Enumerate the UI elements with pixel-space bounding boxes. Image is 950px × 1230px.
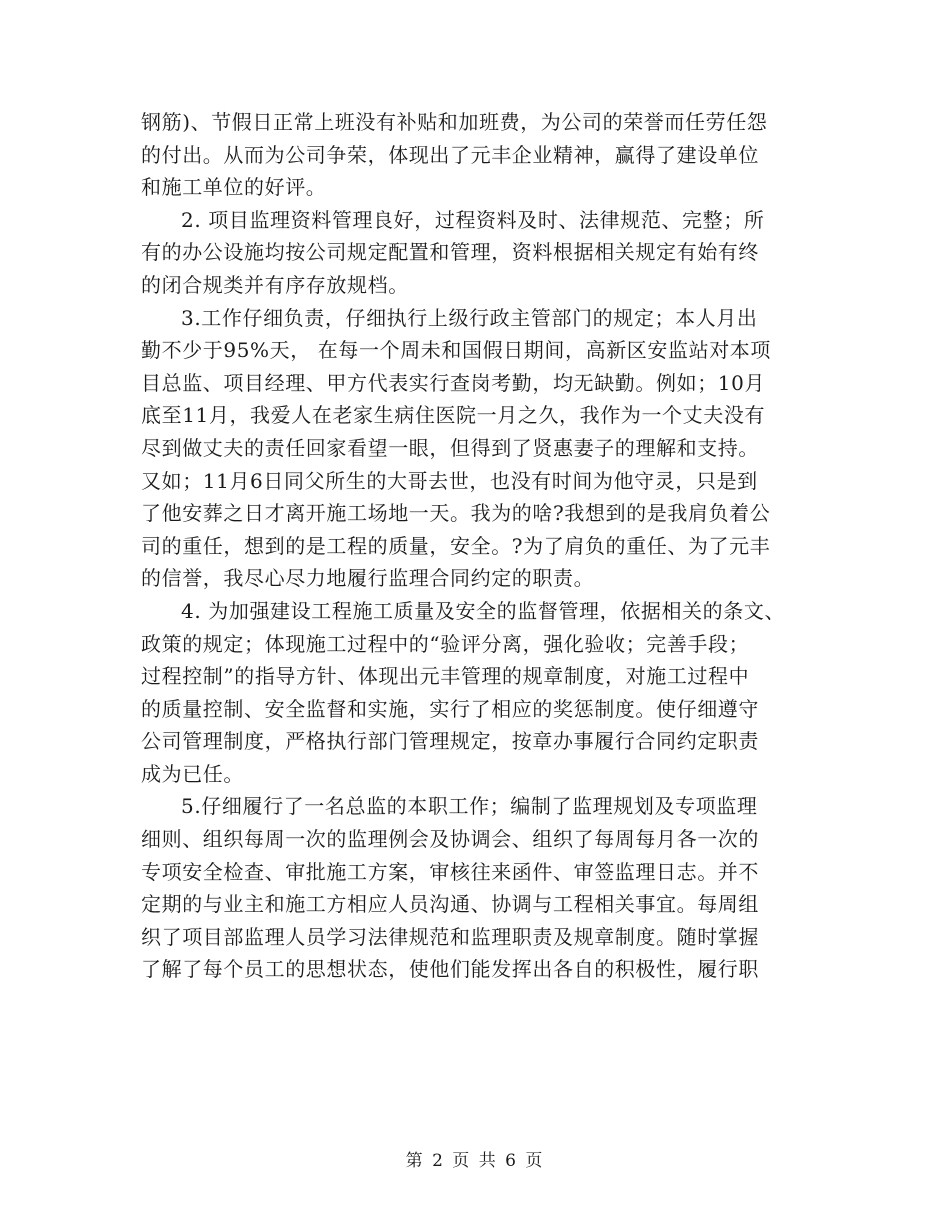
- text-line: 专项安全检查、审批施工方案，审核往来函件、审签监理日志。并不: [141, 859, 759, 884]
- text-line: 公司管理制度，严格执行部门管理规定，按章办事履行合同约定职责: [141, 729, 759, 754]
- text-line: 有的办公设施均按公司规定配置和管理，资料根据相关规定有始有终: [141, 240, 759, 265]
- text-line: 底至11月，我爱人在老家生病住医院一月之久，我作为一个丈夫没有: [141, 403, 766, 428]
- text-line: 过程控制”的指导方针、体现出元丰管理的规章制度，对施工过程中: [141, 664, 750, 689]
- text-line: 成为已任。: [141, 761, 244, 786]
- text-line: 又如；11月6日同父所生的大哥去世，也没有时间为他守灵，只是到: [141, 468, 758, 493]
- document-body: [141, 106, 831, 986]
- text-line: 勤不少于95%天， 在每一个周未和国假日期间，高新区安监站对本项: [141, 338, 772, 363]
- text-line: 的信誉，我尽心尽力地履行监理合同约定的职责。: [141, 566, 595, 591]
- text-line: 织了项目部监理人员学习法律规范和监理职责及规章制度。随时掌握: [141, 924, 759, 949]
- text-line: 定期的与业主和施工方相应人员沟通、协调与工程相关事宜。每周组: [141, 892, 759, 917]
- text-line: 的付出。从而为公司争荣，体现出了元丰企业精神，赢得了建设单位: [141, 142, 759, 167]
- text-line: 司的重任，想到的是工程的质量，安全。?为了肩负的重任、为了元丰: [141, 533, 771, 558]
- text-line: 了他安葬之日才离开施工场地一天。我为的啥?我想到的是我肩负着公: [141, 501, 771, 526]
- text-line: 目总监、项目经理、甲方代表实行查岗考勤，均无缺勤。例如；10月: [141, 370, 766, 395]
- paragraph-start-line: 5.仔细履行了一名总监的本职工作；编制了监理规划及专项监理: [181, 794, 758, 819]
- text-line: 尽到做丈夫的责任回家看望一眼，但得到了贤惠妻子的理解和支持。: [141, 435, 759, 460]
- text-line: 细则、组织每周一次的监理例会及协调会、组织了每周每月各一次的: [141, 827, 759, 852]
- paragraph-start-line: 4. 为加强建设工程施工质量及安全的监督管理，依据相关的条文、: [181, 598, 786, 623]
- paragraph-start-line: 3.工作仔细负责，仔细执行上级行政主管部门的规定；本人月出: [181, 305, 758, 330]
- text-line: 的质量控制、安全监督和实施，实行了相应的奖惩制度。使仔细遵守: [141, 696, 759, 721]
- text-line: 的闭合规类并有序存放规档。: [141, 272, 409, 297]
- paragraph-start-line: 2. 项目监理资料管理良好，过程资料及时、法律规范、完整；所: [181, 207, 765, 232]
- text-line: 政策的规定；体现施工过程中的“验评分离，强化验收；完善手段；: [141, 631, 750, 656]
- text-line: 钢筋)、节假日正常上班没有补贴和加班费，为公司的荣誉而任劳任怨: [141, 110, 768, 134]
- text-line: 和施工单位的好评。: [141, 175, 327, 200]
- text-line: 了解了每个员工的思想状态，使他们能发挥出各自的积极性，履行职: [141, 957, 759, 982]
- page-number-footer: 第 2 页 共 6 页: [405, 1151, 545, 1171]
